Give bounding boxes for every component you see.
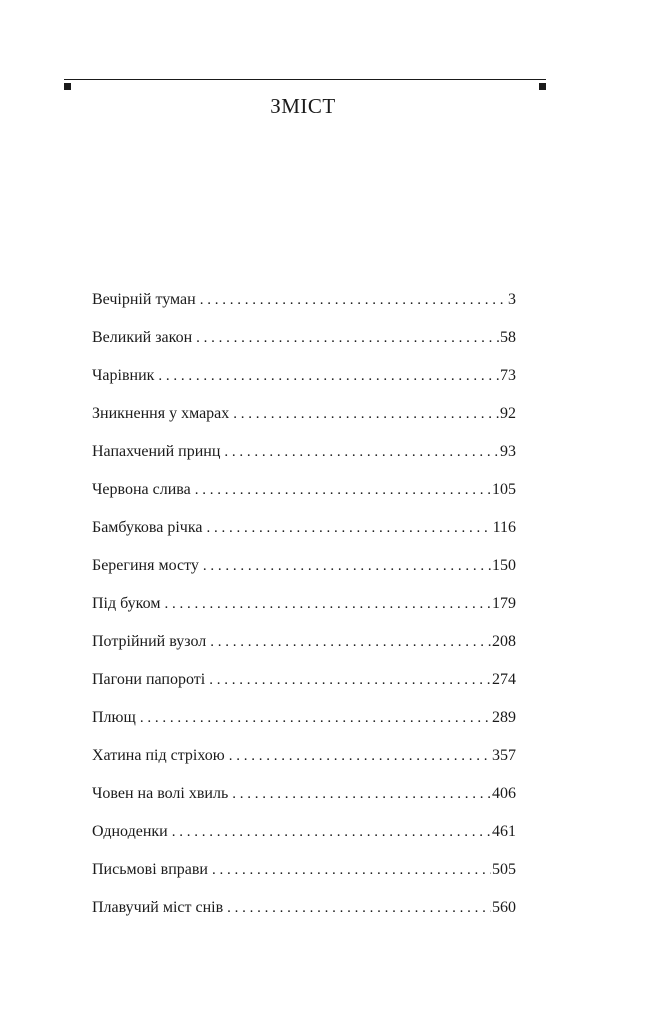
toc-entry	[92, 552, 516, 590]
toc-entry-page: 560	[492, 899, 516, 916]
toc-entry	[92, 286, 516, 324]
toc-dot-leader	[164, 594, 491, 614]
toc-entry-page: 208	[492, 633, 516, 650]
toc-dot-leader	[232, 784, 491, 804]
toc-entry-page: 289	[492, 709, 516, 726]
table-of-contents	[92, 286, 516, 932]
toc-entry-title: Письмові вправи	[92, 861, 208, 878]
toc-entry	[92, 476, 516, 514]
toc-entry-title: Плющ	[92, 709, 136, 726]
toc-entry-page: 274	[492, 671, 516, 688]
toc-entry-title: Хатина під стріхою	[92, 747, 225, 764]
toc-entry	[92, 590, 516, 628]
header-rule	[64, 79, 546, 80]
toc-entry-title: Зникнення у хмарах	[92, 405, 230, 422]
toc-entry-page: 179	[492, 595, 516, 612]
toc-entry-page: 116	[492, 519, 516, 536]
toc-dot-leader	[233, 404, 499, 424]
toc-dot-leader	[210, 632, 491, 652]
toc-dot-leader	[209, 670, 491, 690]
toc-entry-title: Вечірній туман	[92, 291, 196, 308]
toc-entry-title: Потрійний вузол	[92, 633, 207, 650]
toc-entry-page: 3	[508, 291, 516, 308]
toc-dot-leader	[224, 442, 499, 462]
toc-dot-leader	[212, 860, 491, 880]
toc-dot-leader	[195, 480, 491, 500]
toc-dot-leader	[206, 518, 491, 538]
toc-entry-page: 461	[492, 823, 516, 840]
toc-entry-title: Одноденки	[92, 823, 168, 840]
toc-entry	[92, 742, 516, 780]
toc-entry-title: Під буком	[92, 595, 161, 612]
toc-dot-leader	[140, 708, 491, 728]
corner-square-right-icon	[539, 83, 546, 90]
toc-entry-title: Великий закон	[92, 329, 193, 346]
toc-entry	[92, 780, 516, 818]
toc-entry	[92, 628, 516, 666]
toc-entry-title: Бамбукова річка	[92, 519, 203, 536]
toc-entry	[92, 894, 516, 932]
toc-entry	[92, 818, 516, 856]
toc-dot-leader	[196, 328, 499, 348]
toc-entry	[92, 666, 516, 704]
page-title: ЗМІСТ	[270, 94, 336, 118]
toc-entry	[92, 856, 516, 894]
toc-entry-page: 505	[492, 861, 516, 878]
toc-dot-leader	[203, 556, 491, 576]
toc-dot-leader	[200, 290, 507, 310]
toc-entry	[92, 324, 516, 362]
toc-dot-leader	[172, 822, 491, 842]
toc-dot-leader	[229, 746, 491, 766]
toc-entry	[92, 438, 516, 476]
toc-entry-page: 58	[500, 329, 516, 346]
toc-entry-title: Чарівник	[92, 367, 155, 384]
toc-entry-title: Човен на волі хвиль	[92, 785, 229, 802]
toc-entry	[92, 400, 516, 438]
toc-dot-leader	[227, 898, 491, 918]
toc-entry-title: Плавучий міст снів	[92, 899, 224, 916]
toc-entry-page: 93	[500, 443, 516, 460]
toc-entry-page: 406	[492, 785, 516, 802]
toc-entry-page: 105	[492, 481, 516, 498]
toc-entry-page: 357	[492, 747, 516, 764]
toc-entry-page: 73	[500, 367, 516, 384]
toc-entry	[92, 704, 516, 742]
toc-entry	[92, 362, 516, 400]
toc-entry-title: Червона слива	[92, 481, 191, 498]
toc-entry-page: 150	[492, 557, 516, 574]
corner-square-left-icon	[64, 83, 71, 90]
toc-entry-title: Берегиня мосту	[92, 557, 199, 574]
toc-entry-title: Пагони папороті	[92, 671, 206, 688]
toc-entry	[92, 514, 516, 552]
toc-entry-page: 92	[500, 405, 516, 422]
toc-dot-leader	[158, 366, 499, 386]
toc-entry-title: Напахчений принц	[92, 443, 221, 460]
